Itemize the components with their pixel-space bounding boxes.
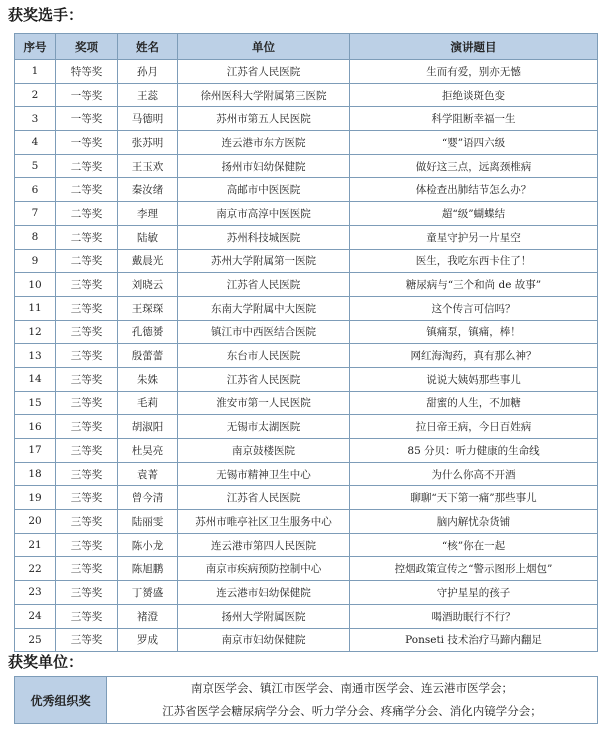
- cell-unit: 连云港市第四人民医院: [178, 533, 350, 557]
- org-award-table: [14, 676, 598, 724]
- cell-award: 三等奖: [56, 320, 118, 344]
- cell-topic: 超“级”蝴蝶结: [350, 202, 598, 226]
- table-row: [15, 628, 598, 652]
- cell-index: 23: [15, 581, 56, 605]
- cell-unit: 江苏省人民医院: [178, 367, 350, 391]
- cell-name: 陆敏: [118, 225, 178, 249]
- cell-index: 3: [15, 107, 56, 131]
- cell-index: 19: [15, 486, 56, 510]
- cell-topic: 生而有爱，别亦无憾: [350, 60, 598, 84]
- cell-award: 三等奖: [56, 604, 118, 628]
- cell-index: 17: [15, 439, 56, 463]
- cell-award: 二等奖: [56, 225, 118, 249]
- cell-topic: “核”你在一起: [350, 533, 598, 557]
- table-row: [15, 249, 598, 273]
- cell-unit: 扬州大学附属医院: [178, 604, 350, 628]
- cell-index: 14: [15, 367, 56, 391]
- cell-topic: 守护星星的孩子: [350, 581, 598, 605]
- cell-name: 毛莉: [118, 391, 178, 415]
- org-award-line: 南京医学会、镇江市医学会、南通市医学会、连云港市医学会；: [191, 681, 513, 695]
- cell-unit: 苏州市第五人民医院: [178, 107, 350, 131]
- cell-name: 戴晨光: [118, 249, 178, 273]
- cell-award: 三等奖: [56, 486, 118, 510]
- cell-award: 三等奖: [56, 367, 118, 391]
- cell-index: 20: [15, 510, 56, 534]
- cell-topic: “婴”语四六级: [350, 131, 598, 155]
- org-award-line: 江苏省医学会糖尿病学分会、听力学分会、疼痛学分会、消化内镜学分会；: [162, 704, 542, 718]
- cell-award: 二等奖: [56, 202, 118, 226]
- cell-award: 一等奖: [56, 131, 118, 155]
- cell-award: 三等奖: [56, 628, 118, 652]
- cell-topic: 甜蜜的人生，不加糖: [350, 391, 598, 415]
- header-unit: 单位: [178, 34, 350, 60]
- cell-index: 12: [15, 320, 56, 344]
- cell-topic: 说说大姨妈那些事儿: [350, 367, 598, 391]
- header-name: 姓名: [118, 34, 178, 60]
- cell-name: 殷蕾蕾: [118, 344, 178, 368]
- cell-name: 陈旭鹏: [118, 557, 178, 581]
- table-row: [15, 581, 598, 605]
- cell-award: 一等奖: [56, 107, 118, 131]
- cell-topic: 体检查出肺结节怎么办？: [350, 178, 598, 202]
- cell-unit: 南京鼓楼医院: [178, 439, 350, 463]
- cell-name: 秦汝绪: [118, 178, 178, 202]
- cell-award: 三等奖: [56, 557, 118, 581]
- cell-unit: 连云港市妇幼保健院: [178, 581, 350, 605]
- table-row: [15, 131, 598, 155]
- cell-name: 褚澄: [118, 604, 178, 628]
- cell-unit: 南京市高淳中医医院: [178, 202, 350, 226]
- cell-unit: 无锡市精神卫生中心: [178, 462, 350, 486]
- table-row: [15, 178, 598, 202]
- header-index: 序号: [15, 34, 56, 60]
- header-topic: 演讲题目: [350, 34, 598, 60]
- cell-name: 朱姝: [118, 367, 178, 391]
- cell-index: 24: [15, 604, 56, 628]
- cell-name: 马德明: [118, 107, 178, 131]
- winners-header-row: [15, 34, 598, 60]
- cell-unit: 江苏省人民医院: [178, 60, 350, 84]
- cell-unit: 高邮市中医医院: [178, 178, 350, 202]
- cell-name: 王玉欢: [118, 154, 178, 178]
- cell-index: 10: [15, 273, 56, 297]
- table-row: [15, 83, 598, 107]
- header-award: 奖项: [56, 34, 118, 60]
- cell-index: 13: [15, 344, 56, 368]
- cell-topic: 聊聊“天下第一痛”那些事儿: [350, 486, 598, 510]
- cell-name: 曾今清: [118, 486, 178, 510]
- cell-index: 5: [15, 154, 56, 178]
- cell-award: 三等奖: [56, 581, 118, 605]
- table-row: [15, 107, 598, 131]
- table-row: [15, 60, 598, 84]
- cell-topic: 拒绝谈斑色变: [350, 83, 598, 107]
- table-row: [15, 604, 598, 628]
- units-section-title: 获奖单位：: [8, 653, 84, 671]
- cell-unit: 苏州市唯亭社区卫生服务中心: [178, 510, 350, 534]
- org-award-list: [107, 677, 598, 724]
- table-row: [15, 320, 598, 344]
- table-row: [15, 533, 598, 557]
- cell-index: 6: [15, 178, 56, 202]
- table-row: [15, 154, 598, 178]
- cell-unit: 镇江市中西医结合医院: [178, 320, 350, 344]
- cell-topic: 糖尿病与“三个和尚 de 故事”: [350, 273, 598, 297]
- table-row: [15, 202, 598, 226]
- table-row: [15, 344, 598, 368]
- cell-topic: 医生，我吃东西卡住了！: [350, 249, 598, 273]
- cell-index: 1: [15, 60, 56, 84]
- table-row: [15, 273, 598, 297]
- cell-topic: 控烟政策宣传之“警示图形上烟包”: [350, 557, 598, 581]
- cell-unit: 东南大学附属中大医院: [178, 296, 350, 320]
- table-row: [15, 486, 598, 510]
- table-row: [15, 415, 598, 439]
- cell-name: 陈小龙: [118, 533, 178, 557]
- cell-topic: 为什么你高不开酒: [350, 462, 598, 486]
- winners-section-title: 获奖选手：: [8, 6, 84, 24]
- cell-name: 杜昊亮: [118, 439, 178, 463]
- table-row: [15, 367, 598, 391]
- cell-name: 丁赟盛: [118, 581, 178, 605]
- table-row: [15, 557, 598, 581]
- cell-unit: 江苏省人民医院: [178, 486, 350, 510]
- cell-index: 21: [15, 533, 56, 557]
- cell-unit: 东台市人民医院: [178, 344, 350, 368]
- cell-unit: 苏州科技城医院: [178, 225, 350, 249]
- cell-unit: 扬州市妇幼保健院: [178, 154, 350, 178]
- cell-topic: 这个传言可信吗？: [350, 296, 598, 320]
- cell-award: 三等奖: [56, 344, 118, 368]
- cell-index: 18: [15, 462, 56, 486]
- cell-index: 11: [15, 296, 56, 320]
- cell-topic: 85 分贝：听力健康的生命线: [350, 439, 598, 463]
- cell-award: 特等奖: [56, 60, 118, 84]
- cell-name: 胡淑阳: [118, 415, 178, 439]
- cell-topic: 做好这三点，远离颈椎病: [350, 154, 598, 178]
- cell-award: 二等奖: [56, 249, 118, 273]
- cell-index: 15: [15, 391, 56, 415]
- cell-index: 16: [15, 415, 56, 439]
- cell-name: 张苏明: [118, 131, 178, 155]
- cell-award: 三等奖: [56, 462, 118, 486]
- cell-topic: 脑内解忧杂货铺: [350, 510, 598, 534]
- cell-name: 王琛琛: [118, 296, 178, 320]
- cell-unit: 徐州医科大学附属第三医院: [178, 83, 350, 107]
- cell-topic: 科学阻断幸福一生: [350, 107, 598, 131]
- cell-index: 8: [15, 225, 56, 249]
- cell-topic: 拉日帝王病，今日百姓病: [350, 415, 598, 439]
- cell-unit: 南京市疾病预防控制中心: [178, 557, 350, 581]
- winners-table-body: [15, 60, 598, 652]
- cell-award: 三等奖: [56, 273, 118, 297]
- cell-index: 22: [15, 557, 56, 581]
- cell-award: 二等奖: [56, 154, 118, 178]
- cell-name: 孙月: [118, 60, 178, 84]
- cell-unit: 苏州大学附属第一医院: [178, 249, 350, 273]
- cell-topic: 童星守护另一片星空: [350, 225, 598, 249]
- cell-award: 三等奖: [56, 415, 118, 439]
- cell-unit: 江苏省人民医院: [178, 273, 350, 297]
- cell-award: 一等奖: [56, 83, 118, 107]
- table-row: [15, 391, 598, 415]
- cell-award: 三等奖: [56, 391, 118, 415]
- cell-unit: 连云港市东方医院: [178, 131, 350, 155]
- cell-award: 二等奖: [56, 178, 118, 202]
- cell-award: 三等奖: [56, 439, 118, 463]
- cell-name: 袁菁: [118, 462, 178, 486]
- cell-index: 9: [15, 249, 56, 273]
- cell-index: 7: [15, 202, 56, 226]
- cell-topic: Ponseti 技术治疗马蹄内翻足: [350, 628, 598, 652]
- cell-name: 罗成: [118, 628, 178, 652]
- cell-name: 李理: [118, 202, 178, 226]
- cell-topic: 喝酒助眠行不行？: [350, 604, 598, 628]
- table-row: [15, 462, 598, 486]
- table-row: [15, 510, 598, 534]
- table-row: [15, 439, 598, 463]
- cell-index: 2: [15, 83, 56, 107]
- cell-index: 25: [15, 628, 56, 652]
- org-award-label: 优秀组织奖: [15, 677, 107, 724]
- cell-unit: 淮安市第一人民医院: [178, 391, 350, 415]
- cell-name: 王蕊: [118, 83, 178, 107]
- cell-name: 刘晓云: [118, 273, 178, 297]
- table-row: [15, 296, 598, 320]
- cell-topic: 镇痛泵，镇痛，棒！: [350, 320, 598, 344]
- winners-table: [14, 33, 598, 652]
- table-row: [15, 225, 598, 249]
- cell-award: 三等奖: [56, 510, 118, 534]
- cell-unit: 无锡市太湖医院: [178, 415, 350, 439]
- cell-award: 三等奖: [56, 296, 118, 320]
- cell-name: 陆丽雯: [118, 510, 178, 534]
- cell-name: 孔德赟: [118, 320, 178, 344]
- cell-topic: 网红海淘药，真有那么神？: [350, 344, 598, 368]
- cell-unit: 南京市妇幼保健院: [178, 628, 350, 652]
- cell-index: 4: [15, 131, 56, 155]
- cell-award: 三等奖: [56, 533, 118, 557]
